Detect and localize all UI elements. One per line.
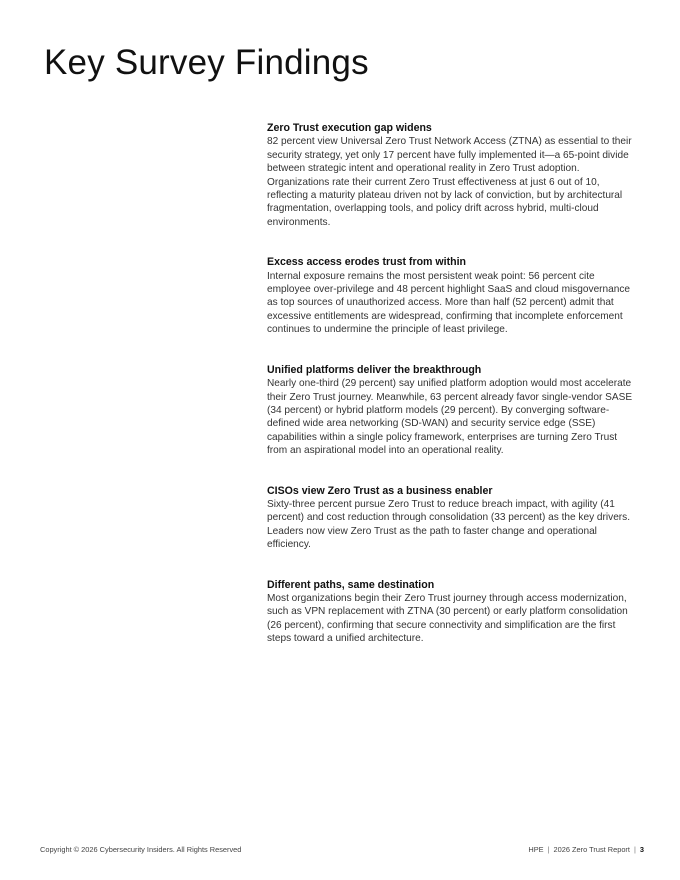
findings-list [267, 122, 637, 673]
finding-heading: Excess access erodes trust from within [267, 256, 467, 269]
finding-excess-access [267, 256, 637, 336]
footer-separator: | [633, 845, 636, 854]
footer-report-info [528, 844, 644, 856]
finding-body: Most organizations begin their Zero Trust journey through access modernization, such as VPN replacement with ZTNA (30 percent) or early platform consolidation (26 percent), confirming that secure connectivity and simplification are the first steps toward a unified architecture. [267, 592, 628, 645]
finding-different-paths [267, 579, 637, 646]
finding-body: 82 percent view Universal Zero Trust Network Access (ZTNA) as essential to their security strategy, yet only 17 percent have fully implemented it—a 65-point divide between strategic intent and operational reality in Zero Trust adoption. Organizations rate their current Zero Trust effectiveness at just 6 out of 10, reflecting a maturity plateau driven not by lack of conviction, but by architectural fragmentation, overlapping tools, and policy drift across hybrid, multi-cloud environments. [267, 136, 632, 228]
finding-execution-gap [267, 122, 637, 229]
page-number: 3 [639, 845, 644, 854]
finding-heading: CISOs view Zero Trust as a business enabler [267, 484, 493, 497]
finding-heading: Zero Trust execution gap widens [267, 122, 432, 134]
finding-unified-platforms [267, 364, 637, 458]
footer-report-name: 2026 Zero Trust Report [553, 845, 630, 854]
finding-body: Nearly one-third (29 percent) say unified platform adoption would most accelerate their Zero Trust journey. Meanwhile, 63 percent already favor single-vendor SASE (34 percent) or hybrid platform models (29 percent). By converging software-defined wide area networking (SD-WAN) and security service edge (SSE) capabilities within a single policy framework, enterprises are turning Zero Trust from an aspirational model into an operational reality. [267, 378, 633, 457]
footer-separator: | [547, 845, 550, 854]
page-footer [40, 844, 644, 856]
finding-body: Sixty-three percent pursue Zero Trust to reduce breach impact, with agility (41 percent) and cost reduction through consolidation (33 percent) as the key drivers. Leaders now view Zero Trust as the path to faster change and operational efficiency. [267, 498, 631, 551]
finding-heading: Different paths, same destination [267, 578, 435, 591]
finding-body: Internal exposure remains the most persistent weak point: 56 percent cite employee over-privilege and 48 percent highlight SaaS and cloud misgovernance as top sources of unauthorized access. More than half (52 percent) admit that excessive entitlements are widespread, confirming that incomplete enforcement continues to undermine the principle of least privilege. [267, 270, 631, 336]
footer-copyright: Copyright © 2026 Cybersecurity Insiders. All Rights Reserved [40, 845, 242, 854]
finding-heading: Unified platforms deliver the breakthrough [267, 363, 482, 376]
footer-brand: HPE [528, 845, 544, 854]
finding-business-enabler [267, 485, 637, 552]
page-title: Key Survey Findings [44, 43, 369, 82]
